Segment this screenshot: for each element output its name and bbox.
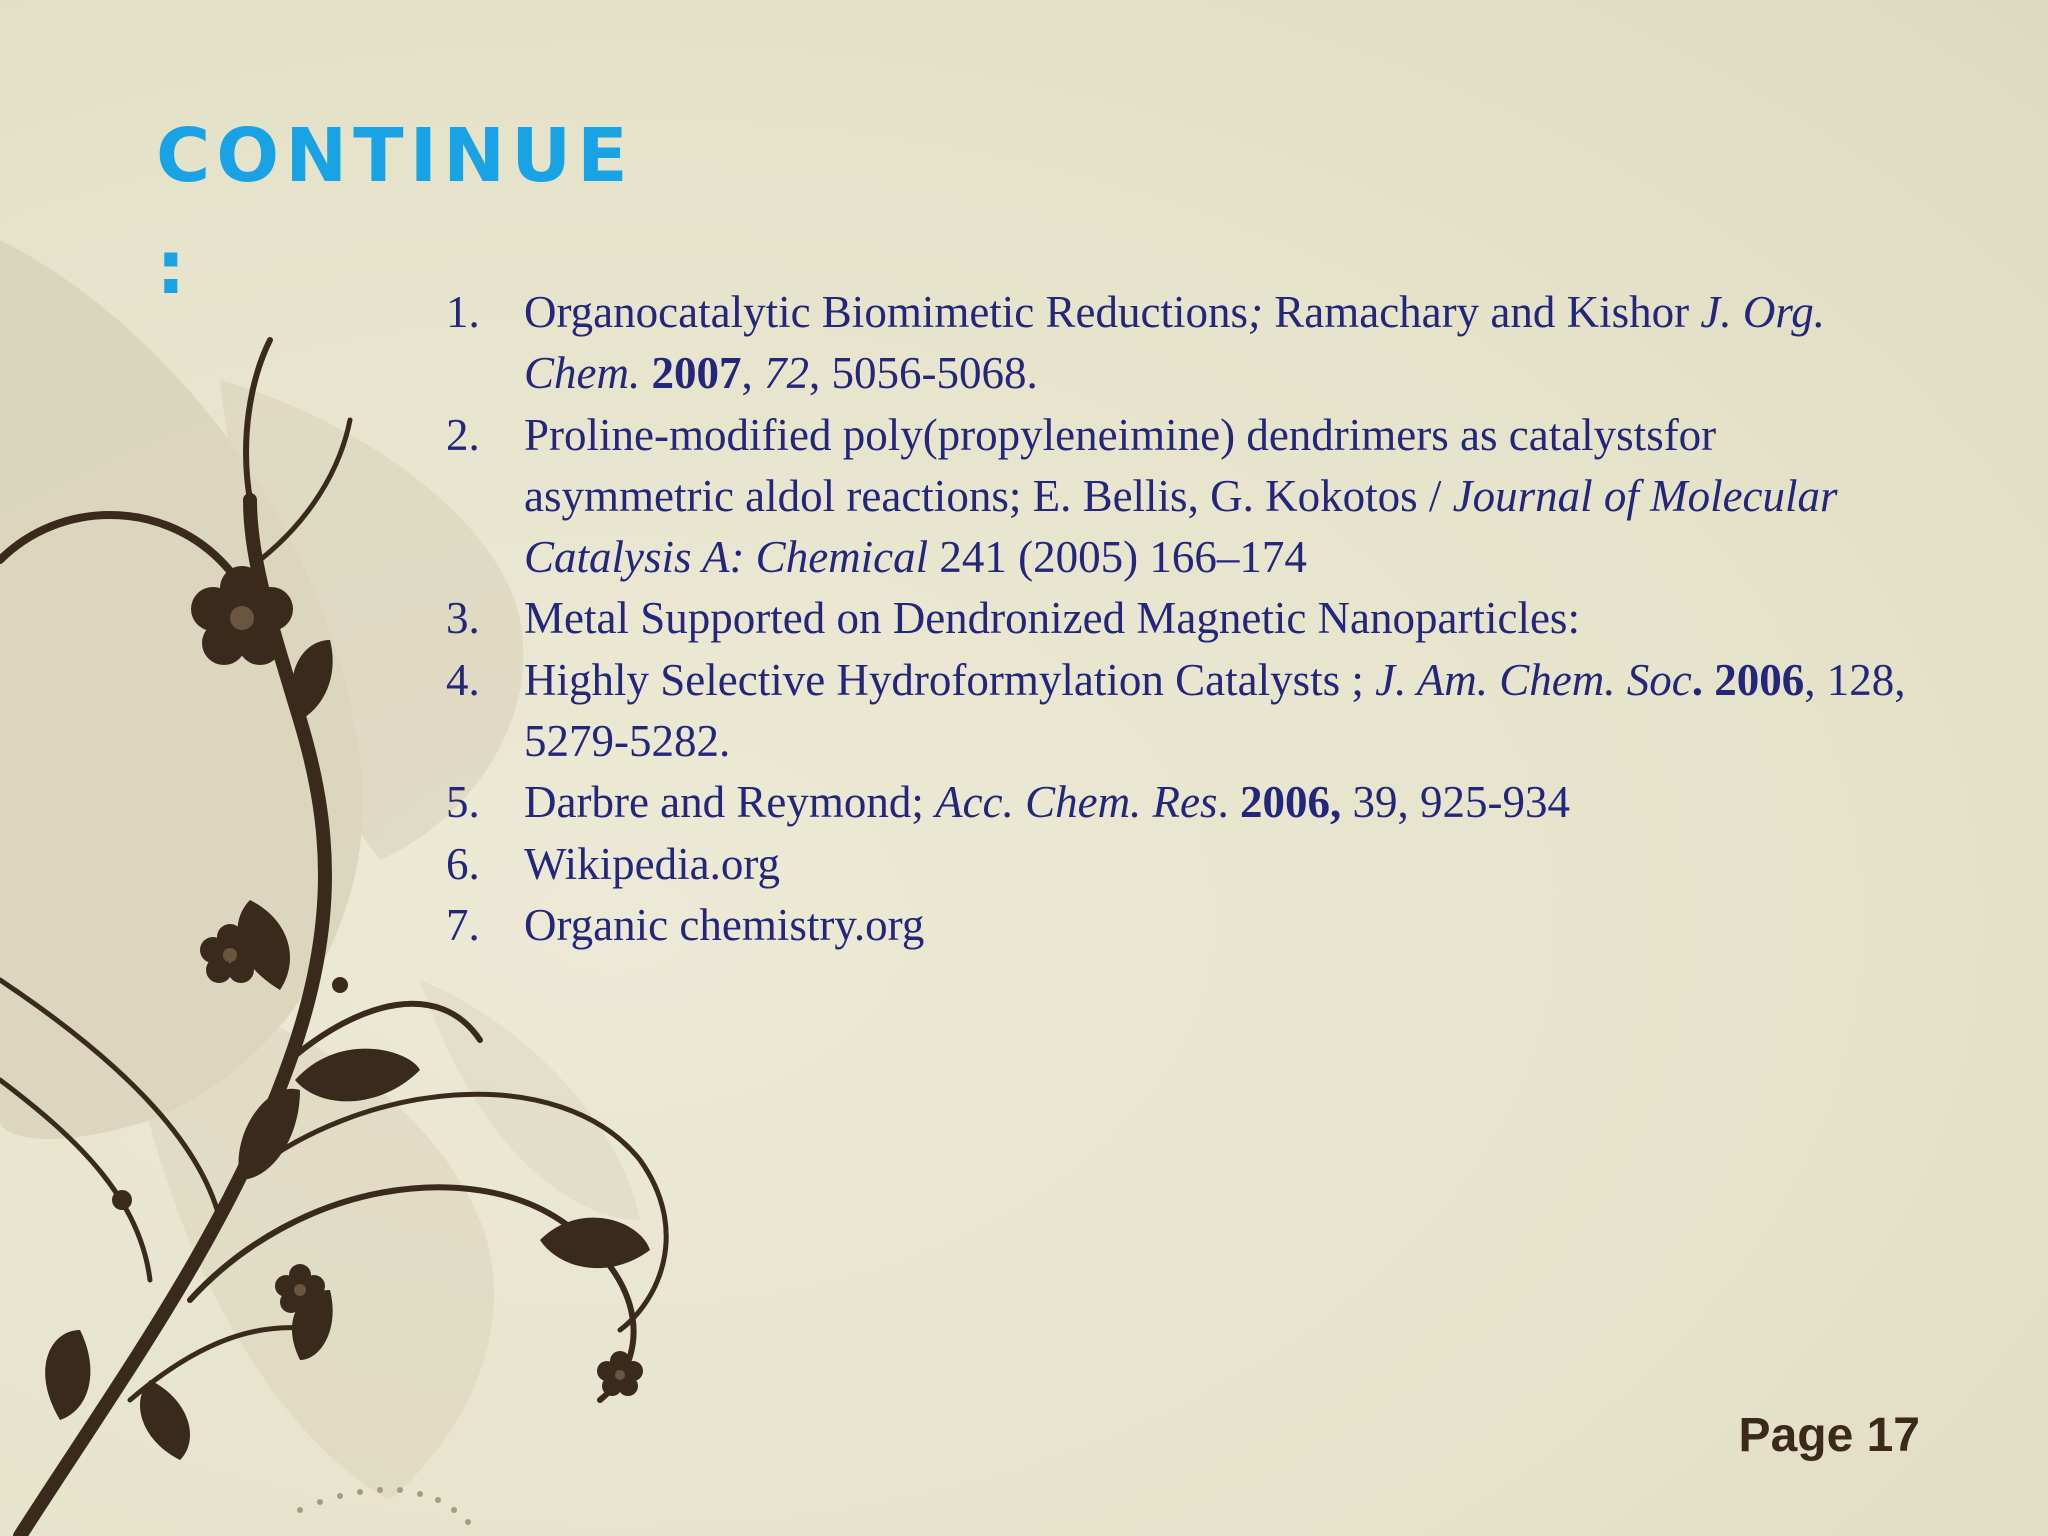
reference-text: Ramachary and Kishor (1263, 287, 1701, 337)
reference-item (446, 650, 1926, 773)
reference-text: Journal of Molecular Catalysis A: Chemical (524, 470, 1838, 583)
reference-number: 3. (446, 593, 480, 644)
reference-text: 241 (2005) 166–174 (928, 532, 1307, 583)
reference-text: . (1217, 777, 1241, 828)
reference-number: 5. (446, 777, 480, 828)
reference-item (446, 772, 1926, 833)
slide-title-text: CONTINUE (156, 113, 634, 199)
reference-text: ; (1248, 287, 1263, 337)
reference-item (446, 895, 1926, 956)
reference-text: , 128, 5279-5282. (524, 654, 1906, 767)
reference-text: J. Am. Chem. Soc (1375, 654, 1692, 705)
reference-text (640, 348, 651, 398)
reference-text: Metal Supported on Dendronized Magnetic Nanoparticles: (524, 593, 1580, 644)
reference-text: Proline-modified poly(propyleneimine) dendrimers as catalystsfor asymmetric aldol reactions; E. Bellis, G. Kokotos / (524, 409, 1717, 521)
reference-item (446, 282, 1926, 405)
reference-item (446, 588, 1926, 649)
reference-text: Organocatalytic Biomimetic Reductions (524, 287, 1248, 337)
reference-text: , 5056-5068. (809, 348, 1038, 399)
slide-title-colon: : (156, 225, 192, 311)
reference-item (446, 405, 1926, 589)
reference-text: Highly Selective Hydroformylation Catalysts ; (524, 654, 1376, 705)
reference-text: 2007 (651, 348, 742, 399)
reference-list (446, 282, 1926, 956)
reference-number: 1. (446, 287, 480, 337)
page-number: Page 17 (1738, 1409, 1920, 1462)
reference-item (446, 834, 1926, 895)
reference-number: 4. (446, 654, 480, 705)
reference-text: Darbre and Reymond; (524, 777, 936, 828)
reference-text: . 2006 (1691, 654, 1805, 705)
reference-text: Wikipedia.org (524, 838, 781, 889)
reference-number: 6. (446, 838, 480, 889)
reference-text: Acc. Chem. Res (935, 777, 1218, 828)
reference-text: , (741, 348, 764, 399)
reference-text: Organic chemistry.org (524, 899, 925, 950)
reference-number: 2. (446, 409, 480, 460)
reference-text: 39, 925-934 (1341, 777, 1571, 828)
reference-text: J. Org. Chem. (524, 287, 1825, 399)
reference-text: 2006, (1240, 777, 1342, 828)
reference-text: 72 (764, 348, 809, 399)
reference-number: 7. (446, 899, 480, 950)
